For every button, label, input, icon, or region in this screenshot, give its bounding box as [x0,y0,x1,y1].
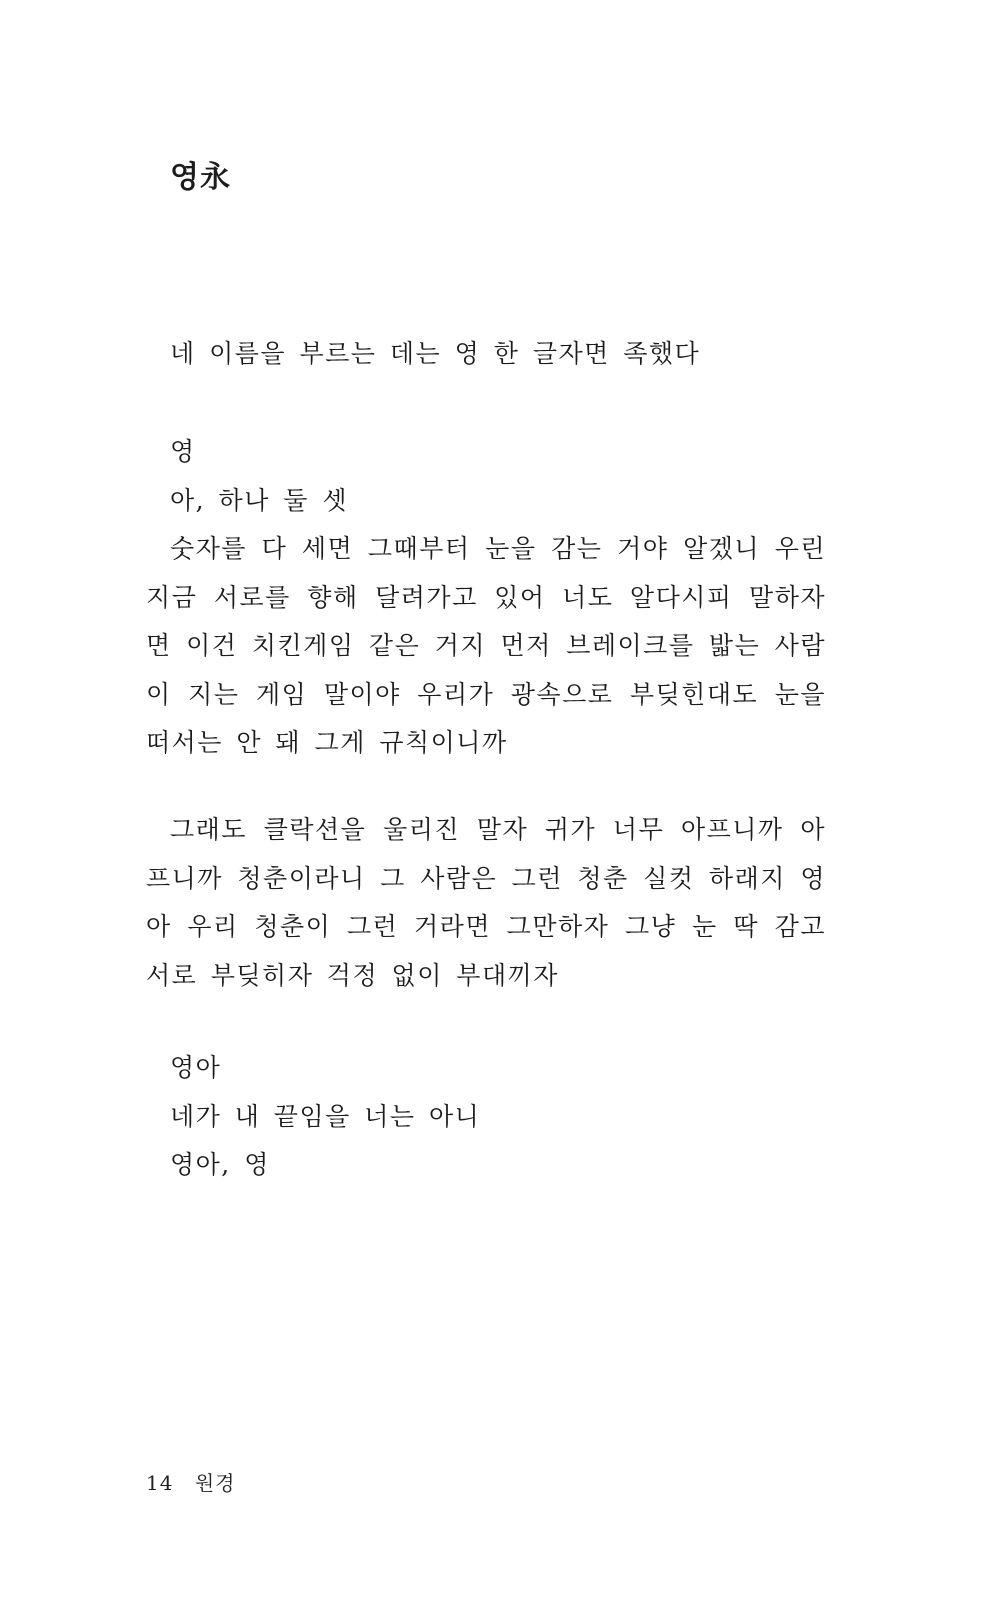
poem-line: 네가 내 끝임을 너는 아니 [170,1101,481,1131]
poem-line: 영아, 영 [170,1150,270,1179]
book-title: 원경 [194,1471,236,1495]
page-number: 14 [146,1471,174,1495]
stanza-3 [146,806,826,1000]
poem-line: 영아 [170,1053,222,1082]
poem-paragraph: 숫자를 다 세면 그때부터 눈을 감는 거야 알겠니 우린 지금 서로를 향해 달려가고 있어 너도 알다시피 말하자면 이건 치킨게임 같은 거지 먼저 브레이크를 밟는 사람이 지는 게임 말이야 우리가 광속으로 부딪힌대도 눈을 떠서는 안 돼 그게 규칙이니까 [146,534,826,757]
stanza-4 [146,1044,826,1190]
poem-line: 아, 하나 둘 셋 [170,485,349,515]
poem-paragraph: 그래도 클락션을 울리진 말자 귀가 너무 아프니까 아프니까 청춘이라니 그 사람은 그런 청춘 실컷 하래지 영아 우리 청춘이 그런 거라면 그만하자 그냥 눈 딱 감고 서로 부딪히자 걱정 없이 부대끼자 [146,815,826,990]
poem-line: 영 [170,437,196,466]
stanza-2 [146,428,826,768]
stanza-1 [146,330,826,379]
poem-line: 네 이름을 부르는 데는 영 한 글자면 족했다 [170,339,701,368]
poem-title: 영永 [170,160,231,195]
page-footer [146,1467,235,1496]
